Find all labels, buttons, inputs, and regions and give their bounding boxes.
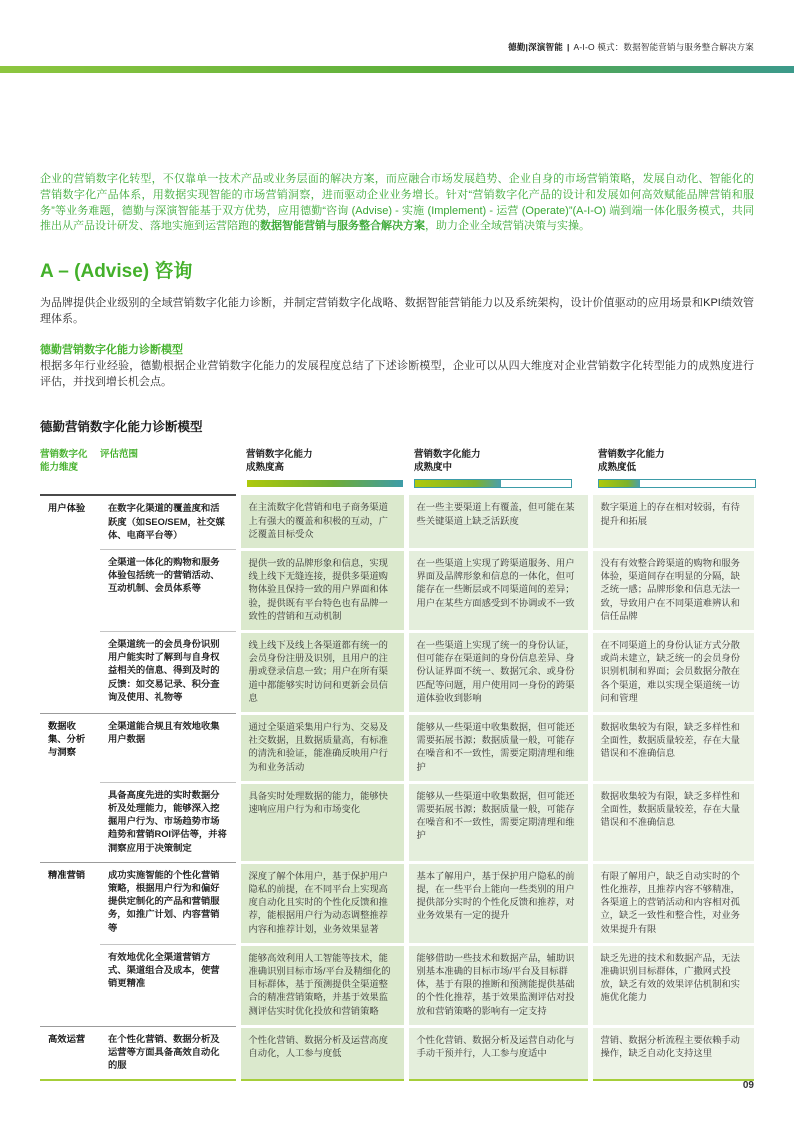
- table-row: [40, 714, 754, 783]
- header-separator: |: [566, 42, 570, 52]
- intro-text-tail: ，助力企业全域营销决策与实操。: [425, 220, 590, 233]
- matrix-header-row: [40, 448, 754, 488]
- scope-cell: 具备高度先进的实时数据分析及处理能力，能够深入挖掘用户行为、市场趋势市场趋势和营销ROI评估等，并将洞察应用于决策制定: [100, 782, 238, 862]
- maturity-low-line2: 成熟度低: [598, 462, 637, 474]
- maturity-high-cell: 在主流数字化营销和电子商务渠道上有强大的覆盖和积极的互动，广泛覆盖目标受众: [238, 495, 406, 549]
- maturity-mid-cell: 能够从一些渠道中收集数据，但可能还需要拓展书源；数据质量一般，可能存在噪音和不一致性，需要定期清理和维护: [406, 782, 590, 862]
- maturity-mid-bar: [414, 479, 572, 488]
- table-row: [40, 549, 754, 631]
- dimension-label-efficient-operation: 高效运营: [40, 1026, 100, 1080]
- maturity-mid-line1: 营销数字化能力: [414, 449, 481, 461]
- dimension-column-header: [40, 448, 100, 488]
- intro-text: 企业的营销数字化转型，不仅靠单一技术产品或业务层面的解决方案，而应融合市场发展趋势、企业自身的市场营销策略，发展自动化、智能化的营销数字化产品体系，用数据实现智能的市场营销洞察，进而驱动企业业务增长。针对“营销数字化产品的设计和发展如何高效赋能品牌营销和服务”等业务难题，德勤与深演智能基于双方优势，应用德勤“咨询 (Advise) - 实施 (Implement) - 运营 (Operate)”(A-I-O) 端到端一体化服务模式，共同推出从产品设计研发、落地实施到运营陪跑的: [40, 173, 754, 233]
- maturity-low-header: [590, 448, 754, 488]
- scope-column-header: 评估范围: [100, 449, 139, 461]
- green-accent-bar: [0, 66, 794, 73]
- maturity-high-bar-fill: [247, 480, 403, 487]
- scope-cell: 在个性化营销、数据分析及运营等方面具备高效自动化的服: [100, 1026, 238, 1080]
- maturity-mid-cell: 个性化营销、数据分析及运营自动化与手动干预并行，人工参与度适中: [406, 1026, 590, 1080]
- maturity-low-bar: [598, 479, 756, 488]
- maturity-high-cell: 提供一致的品牌形象和信息，实现线上线下无缝连接，提供多渠道购物体验且保持一致的用户界面和体验，提供既有平台特色也有品牌一致性的营销和互动机制: [238, 549, 406, 631]
- maturity-mid-cell: 在一些渠道上实现了统一的身份认证，但可能存在渠道间的身份信息差异、身份认证界面不统一、数据冗余、或身份匹配等问题，用户使用同一身份的跨渠道体验收到影响: [406, 632, 590, 714]
- table-row: [40, 862, 754, 944]
- section-title: A – (Advise) 咨询: [40, 261, 193, 283]
- maturity-high-cell: 通过全渠道采集用户行为、交易及社交数据，且数据质量高，有标准的清洗和验证，能准确反映用户行为和业务活动: [238, 714, 406, 783]
- maturity-low-cell: 缺乏先进的技术和数据产品，无法准确识别目标群体，广撒网式投放，缺乏有效的效果评估机制和实施优化能力: [590, 944, 754, 1026]
- maturity-mid-line2: 成熟度中: [414, 462, 453, 474]
- intro-paragraph: [40, 172, 754, 235]
- maturity-mid-header: [406, 448, 590, 488]
- maturity-high-cell: 具备实时处理数据的能力，能够快速响应用户行为和市场变化: [238, 782, 406, 862]
- maturity-low-cell: 数据收集较为有限，缺乏多样性和全面性，数据质量较差，存在大量错误和不准确信息: [590, 782, 754, 862]
- table-row: [40, 1026, 754, 1080]
- dimension-label-precision-marketing: 精准营销: [40, 862, 100, 1026]
- maturity-low-cell: 数据收集较为有限，缺乏多样性和全面性，数据质量较差，存在大量错误和不准确信息: [590, 714, 754, 783]
- table-row: [40, 782, 754, 862]
- page-number: 09: [742, 1080, 754, 1091]
- maturity-high-cell: 线上线下及线上各渠道都有统一的会员身份注册及识别，且用户的注册或登录信息一致；用户在所有渠道中都能够实时访问和更新会员信息: [238, 632, 406, 714]
- scope-cell: 全渠道能合规且有效地收集用户数据: [100, 714, 238, 783]
- maturity-high-line2: 成熟度高: [246, 462, 285, 474]
- scope-cell: 有效地优化全渠道营销方式、渠道组合及成本，使营销更精准: [100, 944, 238, 1026]
- maturity-mid-bar-fill: [415, 480, 501, 487]
- table-row: [40, 632, 754, 714]
- dimension-header-line2: 能力维度: [40, 462, 79, 474]
- maturity-low-bar-fill: [599, 480, 640, 487]
- page-content: [40, 172, 754, 1081]
- diagnosis-matrix-table: [40, 494, 754, 1081]
- maturity-mid-cell: 基本了解用户，基于保护用户隐私的前提，在一些平台上能向一些类别的用户提供部分实时的个性化反馈和推荐，对业务效果有一定的提升: [406, 862, 590, 944]
- maturity-low-cell: 数字渠道上的存在相对较弱，有待提升和拓展: [590, 495, 754, 549]
- maturity-low-cell: 在不同渠道上的身份认证方式分散或尚未建立，缺乏统一的会员身份识别机制和界面；会员数据分散在各个渠道，难以实现全渠道统一访问和管理: [590, 632, 754, 714]
- section-paragraph-2: 根据多年行业经验，德勤根据企业营销数字化能力的发展程度总结了下述诊断模型，企业可以从四大维度对企业营销数字化转型能力的成熟度进行评估，并找到增长机会点。: [40, 359, 754, 388]
- section-paragraph-1: 为品牌提供企业级别的全域营销数字化能力诊断，并制定营销数字化战略、数据智能营销能力以及系统架构，设计价值驱动的应用场景和KPI绩效管理体系。: [40, 297, 754, 325]
- maturity-mid-cell: 在一些主要渠道上有覆盖，但可能在某些关键渠道上缺乏活跃度: [406, 495, 590, 549]
- scope-cell: 全渠道一体化的购物和服务体验包括统一的营销活动、互动机制、会员体系等: [100, 549, 238, 631]
- table-title: 德勤营销数字化能力诊断模型: [40, 420, 203, 435]
- maturity-mid-cell: 能够借助一些技术和数据产品，辅助识别基本准确的目标市场/平台及目标群体，基于有限的推断和预测能提供基础的个性化推荐，基于效果监测评估对投放和营销策略的影响有一定支持: [406, 944, 590, 1026]
- scope-cell: 在数字化渠道的覆盖度和活跃度（如SEO/SEM，社交媒体、电商平台等）: [100, 495, 238, 549]
- maturity-high-bar: [246, 479, 404, 488]
- maturity-high-cell: 深度了解个体用户，基于保护用户隐私的前提，在不同平台上实现高度自动化且实时的个性化反馈和推荐，能根据用户行为动态调整推荐内容和推荐计划，业务效果显著: [238, 862, 406, 944]
- header-brand: 德勤|深演智能: [508, 42, 563, 52]
- maturity-mid-cell: 在一些渠道上实现了跨渠道服务、用户界面及品牌形象和信息的一体化，但可能存在一些断层或不同渠道间的差异；用户在某些方面感受到不协调或不一致: [406, 549, 590, 631]
- maturity-high-header: [238, 448, 406, 488]
- section-subheading: 德勤营销数字化能力诊断模型: [40, 343, 183, 356]
- dimension-header-line1: 营销数字化: [40, 449, 88, 461]
- intro-bold-phrase: 数据智能营销与服务整合解决方案: [260, 220, 425, 233]
- maturity-high-line1: 营销数字化能力: [246, 449, 313, 461]
- maturity-high-cell: 个性化营销、数据分析及运营高度自动化，人工参与度低: [238, 1026, 406, 1080]
- maturity-high-cell: 能够高效利用人工智能等技术，能准确识别目标市场/平台及精细化的目标群体，基于预测提供全渠道整合的精准营销策略，并基于效果监测评估实时优化投放和营销策略: [238, 944, 406, 1026]
- maturity-low-cell: 没有有效整合跨渠道的购物和服务体验，渠道间存在明显的分隔，缺乏统一感；品牌形象和信息无法一致，导致用户在不同渠道难辨认和信任品牌: [590, 549, 754, 631]
- dimension-label-data-insight: 数据收集、分析与洞察: [40, 714, 100, 863]
- page-header: [508, 41, 754, 53]
- maturity-low-cell: 有限了解用户，缺乏自动实时的个性化推荐，且推荐内容不够精准，各渠道上的营销活动和内容相对孤立，缺乏一致性和整合性，对业务效果提升有限: [590, 862, 754, 944]
- maturity-low-line1: 营销数字化能力: [598, 449, 665, 461]
- dimension-label-user-experience: 用户体验: [40, 495, 100, 713]
- header-subtitle: A-I-O 模式：数据智能营销与服务整合解决方案: [573, 42, 754, 52]
- table-row: [40, 944, 754, 1026]
- scope-cell: 全渠道统一的会员身份识别 用户能实时了解到与自身权益相关的信息、得到及时的反馈：如交易记录、积分查询及使用、礼物等: [100, 632, 238, 714]
- scope-cell: 成功实施智能的个性化营销策略，根据用户行为和偏好提供定制化的产品和营销服务，如推广计划、内容营销等: [100, 862, 238, 944]
- maturity-low-cell: 营销、数据分析流程主要依赖手动操作，缺乏自动化支持这里: [590, 1026, 754, 1080]
- maturity-mid-cell: 能够从一些渠道中收集数据，但可能还需要拓展书源；数据质量一般，可能存在噪音和不一致性，需要定期清理和维护: [406, 714, 590, 783]
- table-row: [40, 495, 754, 549]
